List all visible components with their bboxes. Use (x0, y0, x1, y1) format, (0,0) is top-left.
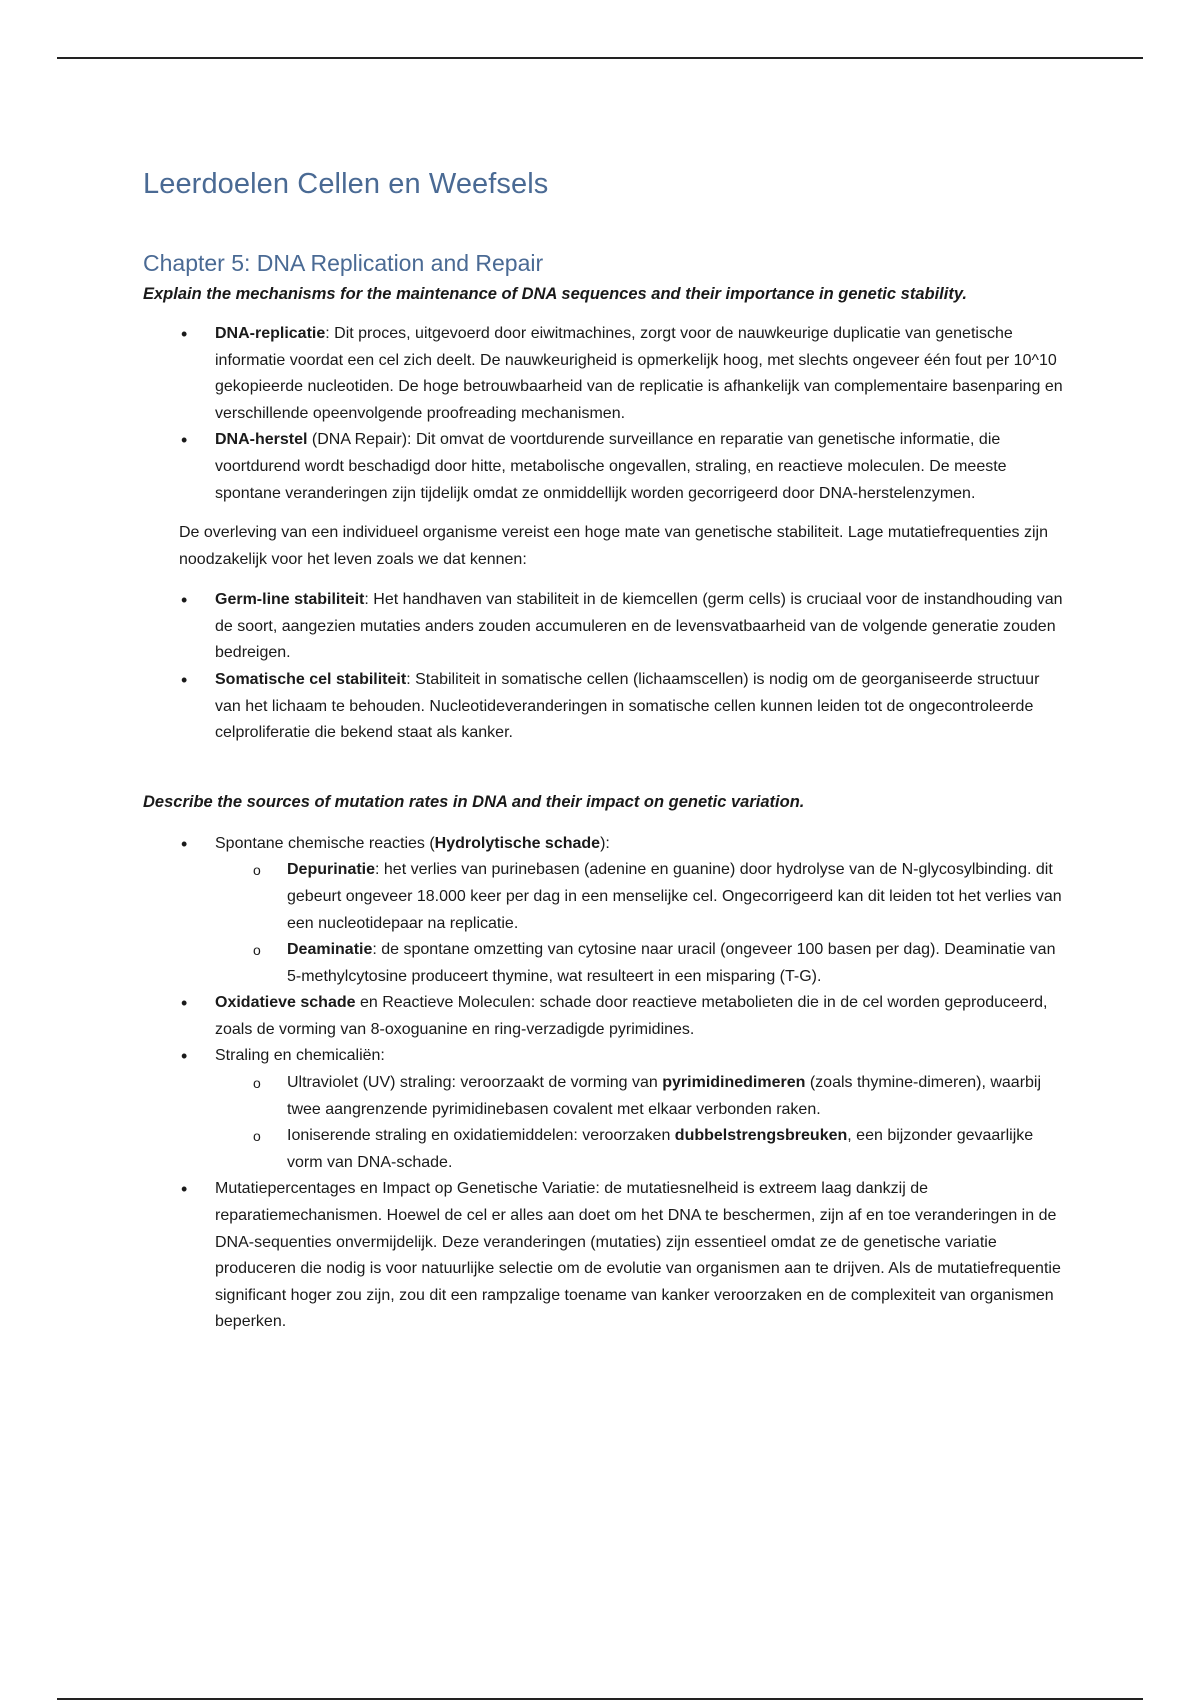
document-body (143, 168, 1063, 1336)
description: en Reactieve Moleculen: schade door reactieve metabolieten die in de cel worden geproduceerd, zoals de vorming van 8-oxoguanine en ring-verzadigde pyrimidines. (215, 994, 1048, 1038)
paragraph: De overleving van een individueel organisme vereist een hoge mate van genetische stabiliteit. Lage mutatiefrequenties zijn noodzakelijk voor het leven zoals we dat kennen: (179, 524, 1048, 569)
sub-list-item (215, 1070, 1063, 1123)
term: Germ-line stabiliteit (215, 591, 365, 609)
sub-list (215, 1070, 1063, 1176)
term: DNA-replicatie (215, 325, 326, 342)
description: : Het handhaven van stabiliteit in de kiemcellen (germ cells) is cruciaal voor de instandhouding van de soort, aangezien mutaties anders zouden accumuleren en de levensvatbaarheid van de volgende generatie zouden bedreigen. (215, 591, 1063, 662)
header-rule (57, 57, 1143, 59)
term: Oxidatieve schade (215, 994, 356, 1012)
text: Straling en chemicaliën: (215, 1047, 385, 1065)
term: pyrimidinedimeren (662, 1074, 806, 1092)
text: (zoals thymine-dimeren), waarbij twee aangrenzende pyrimidinebasen covalent met elkaar verbonden raken. (287, 1074, 1042, 1118)
learning-objective-1: Explain the mechanisms for the maintenance of DNA sequences and their importance in genetic stability. (143, 285, 967, 303)
list-item (143, 427, 1063, 507)
text: ): (600, 834, 610, 852)
list-item (143, 667, 1063, 747)
description: : het verlies van purinebasen (adenine en guanine) door hydrolyse van de N-glycosylbinding. dit gebeurt ongeveer 18.000 keer per dag in een menselijke cel. Ongecorrigeerd kan dit leiden tot het verlies van een nucleotidepaar na replicatie. (287, 861, 1062, 932)
sub-list-item (215, 1123, 1063, 1176)
text: Spontane chemische reacties ( (215, 834, 435, 852)
description: : de spontane omzetting van cytosine naar uracil (ongeveer 100 basen per dag). Deaminatie van 5-methylcytosine produceert thymine, wat resulteert in een misparing (T-G). (287, 941, 1056, 985)
term: Deaminatie (287, 941, 373, 959)
term: Somatische cel stabiliteit (215, 670, 407, 688)
chapter-heading: Chapter 5: DNA Replication and Repair (143, 250, 544, 276)
list-item (143, 990, 1063, 1043)
maintenance-list (143, 321, 1063, 507)
description: Mutatiepercentages en Impact op Genetische Variatie: de mutatiesnelheid is extreem laag dankzij de reparatiemechanismen. Hoewel de cel er alles aan doet om het DNA te beschermen, zijn af en toe veranderingen in de DNA-sequenties onvermijdelijk. Deze veranderingen (mutaties) zijn essentieel omdat ze de genetische variatie produceren die nodig is voor natuurlijke selectie om de evolutie van organismen aan te drijven. Als de mutatiefrequentie significant hoger zou zijn, zou dit een rampzalige toename van kanker veroorzaken en de complexiteit van organismen beperken. (215, 1180, 1061, 1331)
sub-list (215, 857, 1063, 990)
text: , een bijzonder gevaarlijke vorm van DNA-schade. (287, 1127, 1034, 1171)
sub-list-item (215, 937, 1063, 990)
term: Depurinatie (287, 861, 376, 879)
text: Ioniserende straling en oxidatiemiddelen: veroorzaken (287, 1127, 675, 1145)
document-title: Leerdoelen Cellen en Weefsels (143, 168, 549, 200)
list-item (143, 587, 1063, 667)
list-item (143, 1043, 1063, 1176)
list-item (143, 831, 1063, 991)
list-item (143, 321, 1063, 427)
term: Hydrolytische schade (434, 834, 601, 852)
learning-objective-2: Describe the sources of mutation rates in DNA and their impact on genetic variation. (143, 792, 805, 811)
stability-list (143, 587, 1063, 747)
text: Ultraviolet (UV) straling: veroorzaakt de vorming van (287, 1074, 663, 1092)
sub-list-item (215, 857, 1063, 937)
term: dubbelstrengsbreuken (674, 1127, 848, 1145)
list-item (143, 1176, 1063, 1336)
description: : Stabiliteit in somatische cellen (lichaamscellen) is nodig om de georganiseerde structuur van het lichaam te behouden. Nucleotideveranderingen in somatische cellen kunnen leiden tot de ongecontroleerde celproliferatie die bekend staat als kanker. (215, 670, 1040, 742)
description: : Dit proces, uitgevoerd door eiwitmachines, zorgt voor de nauwkeurige duplicatie van genetische informatie voordat een cel zich deelt. De nauwkeurigheid is opmerkelijk hoog, met slechts ongeveer één fout per 10^10 gekopieerde nucleotiden. De hoge betrouwbaarheid van de replicatie is afhankelijk van complementaire basenparing en verschillende opeenvolgende proofreading mechanismen. (215, 325, 1063, 422)
mutation-sources-list (143, 831, 1063, 1336)
description: (DNA Repair): Dit omvat de voortdurende surveillance en reparatie van genetische informatie, die voortdurend wordt beschadigd door hitte, metabolische ongevallen, straling, en reactieve moleculen. De meeste spontane veranderingen zijn tijdelijk omdat ze onmiddellijk worden gecorrigeerd door DNA-herstelenzymen. (215, 431, 1007, 502)
term: DNA-herstel (215, 431, 308, 449)
